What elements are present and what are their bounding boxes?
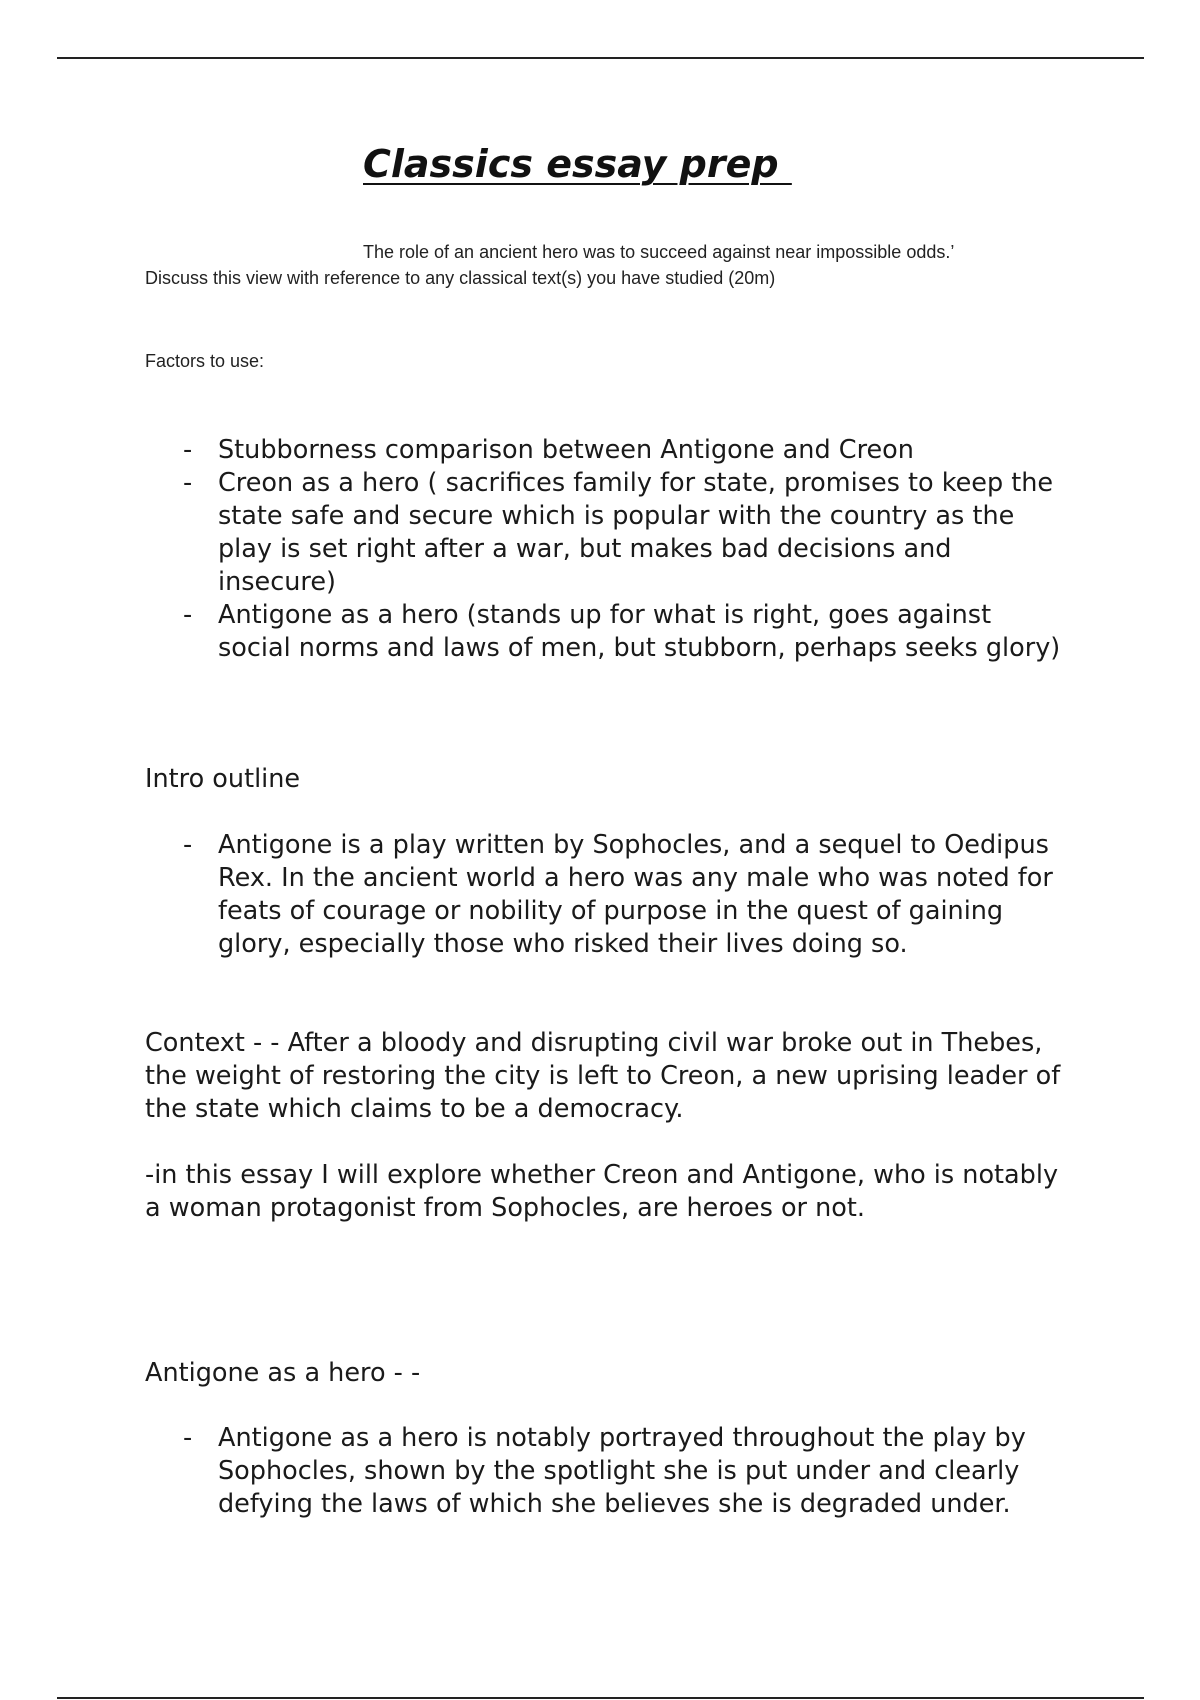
- essay-intent-paragraph: -in this essay I will explore whether Creon and Antigone, who is notably a woman protagonist from Sophocles, are heroes or not.: [145, 1160, 1059, 1223]
- essay-question-line-1: The role of an ancient hero was to succeed against near impossible odds.’: [363, 242, 955, 262]
- antigone-item: - Antigone as a hero is notably portrayed throughout the play by Sophocles, shown by the spotlight she is put under and clearly defying the laws of which she believes she is degraded under.: [145, 1422, 1065, 1521]
- factors-label: Factors to use:: [145, 351, 265, 371]
- intro-item: - Antigone is a play written by Sophocles, and a sequel to Oedipus Rex. In the ancient world a hero was any male who was noted for feats of courage or nobility of purpose in the quest of gaining glory, especially those who risked their lives doing so.: [145, 829, 1065, 961]
- factors-list: [145, 434, 1065, 665]
- essay-question-line-2: Discuss this view with reference to any classical text(s) you have studied (20m): [145, 268, 776, 288]
- antigone-hero-heading: Antigone as a hero - -: [145, 1358, 421, 1388]
- antigone-hero-list: [145, 1422, 1065, 1521]
- factor-item: - Stubborness comparison between Antigone and Creon: [145, 434, 1065, 467]
- bottom-rule: [57, 1697, 1144, 1699]
- top-rule: [57, 57, 1144, 59]
- factor-item: - Antigone as a hero (stands up for what is right, goes against social norms and laws of men, but stubborn, perhaps seeks glory): [145, 599, 1065, 665]
- intro-outline-list: [145, 829, 1065, 961]
- document-title: Classics essay prep: [363, 142, 792, 186]
- context-paragraph: Context - - After a bloody and disrupting civil war broke out in Thebes, the weight of restoring the city is left to Creon, a new uprising leader of the state which claims to be a democracy.: [145, 1028, 1061, 1124]
- intro-outline-heading: Intro outline: [145, 764, 301, 794]
- factor-item: - Creon as a hero ( sacrifices family for state, promises to keep the state safe and secure which is popular with the country as the play is set right after a war, but makes bad decisions and insecure): [145, 467, 1065, 599]
